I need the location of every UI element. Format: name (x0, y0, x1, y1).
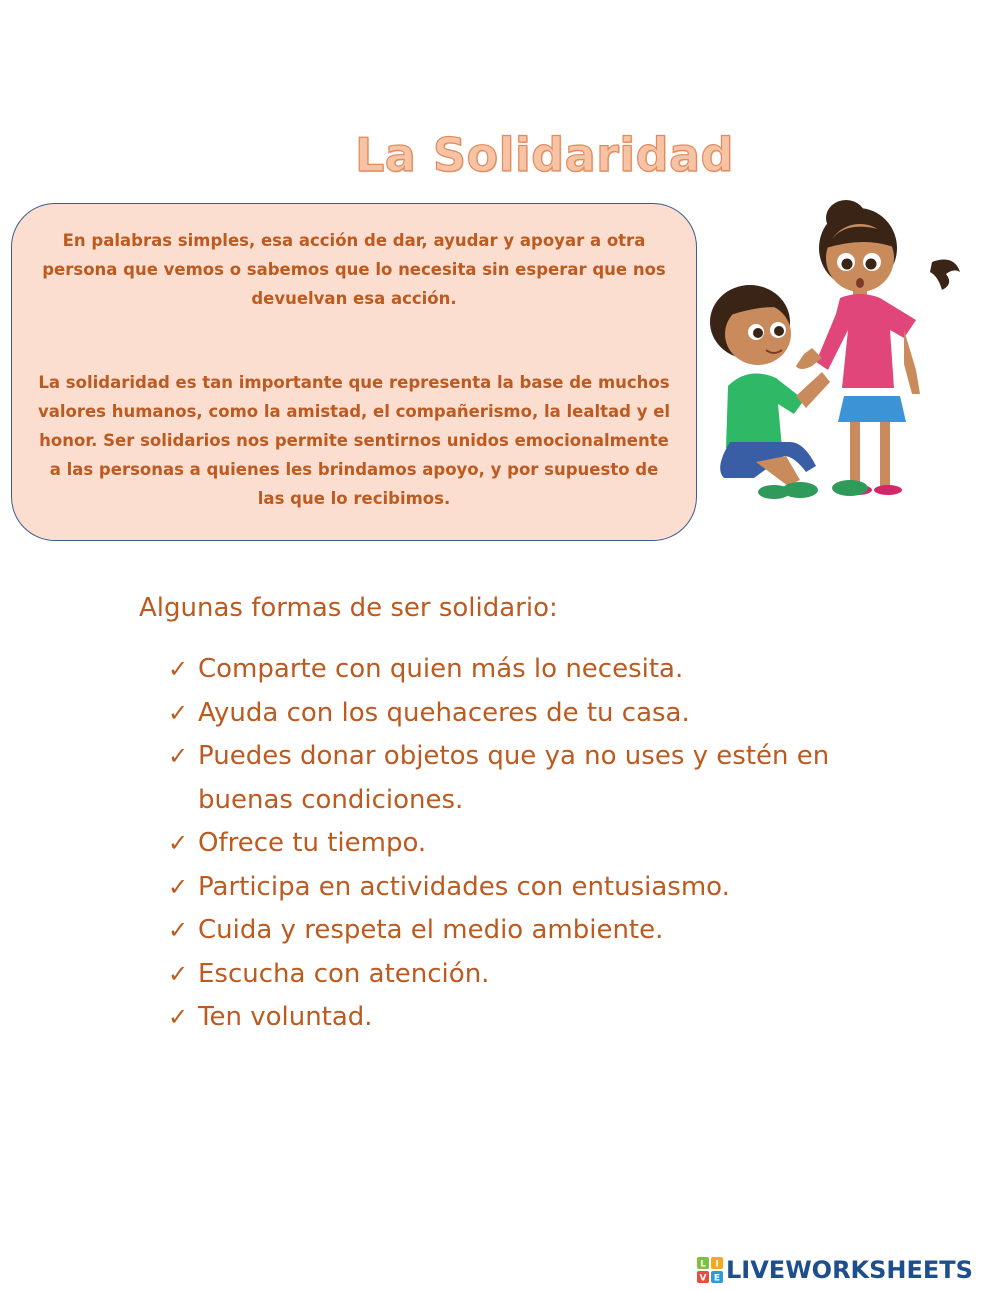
list-item-text: Puedes donar objetos que ya no uses y estén en buenas condiciones. (198, 741, 830, 815)
list-item-text: Ten voluntad. (198, 1002, 373, 1032)
logo-mark-letter: L (700, 1259, 706, 1270)
checkmark-icon: ✓ (168, 916, 189, 944)
checkmark-icon: ✓ (168, 655, 189, 683)
definition-box (11, 203, 697, 541)
list-item (168, 866, 888, 910)
list-item (168, 692, 888, 736)
list-item (168, 648, 888, 692)
list-item (168, 822, 888, 866)
checkmark-icon: ✓ (168, 872, 189, 901)
kids-helping-illustration (700, 190, 980, 510)
logo-text: LIVEWORKSHEETS (726, 1256, 973, 1284)
list-item (168, 953, 888, 997)
list-item-text: Comparte con quien más lo necesita. (198, 654, 684, 684)
list-item (168, 909, 888, 953)
list-item-text: Ofrece tu tiempo. (198, 828, 427, 858)
checkmark-icon: ✓ (168, 1003, 189, 1031)
list-item (168, 996, 888, 1040)
list-item-text: Escucha con atención. (198, 958, 490, 989)
checkmark-icon: ✓ (168, 829, 189, 857)
logo-mark-letter: E (713, 1273, 721, 1283)
importance-paragraph: La solidaridad es tan importante que representa la base de muchos valores humanos, como la amistad, el compañerismo, la lealtad y el honor. Ser solidarios nos permite sentirnos unidos emocionalmente a las personas a quienes les brindamos apoyo, y por supuesto de las que lo recibimos. (37, 373, 671, 508)
girl-figure (796, 200, 960, 495)
page-title: La Solidaridad (355, 128, 734, 182)
definition-paragraph: En palabras simples, esa acción de dar, ayudar y apoyar a otra persona que vemos o sabemos que lo necesita sin esperar que nos devuelvan esa acción. (42, 231, 666, 308)
solidarity-checklist (168, 648, 888, 1040)
ways-heading: Algunas formas de ser solidario: (139, 593, 558, 623)
checkmark-icon: ✓ (168, 959, 189, 988)
liveworksheets-logo[interactable] (697, 1253, 973, 1287)
list-item-text: Participa en actividades con entusiasmo. (198, 871, 730, 902)
list-item-text: Ayuda con los quehaceres de tu casa. (198, 697, 690, 728)
logo-mark-letter: V (699, 1273, 707, 1283)
list-item (168, 735, 888, 822)
logo-mark-letter: I (715, 1259, 719, 1270)
checkmark-icon: ✓ (168, 742, 189, 770)
list-item-text: Cuida y respeta el medio ambiente. (198, 915, 664, 945)
liveworksheets-logo-icon (697, 1257, 723, 1283)
checkmark-icon: ✓ (168, 698, 189, 727)
